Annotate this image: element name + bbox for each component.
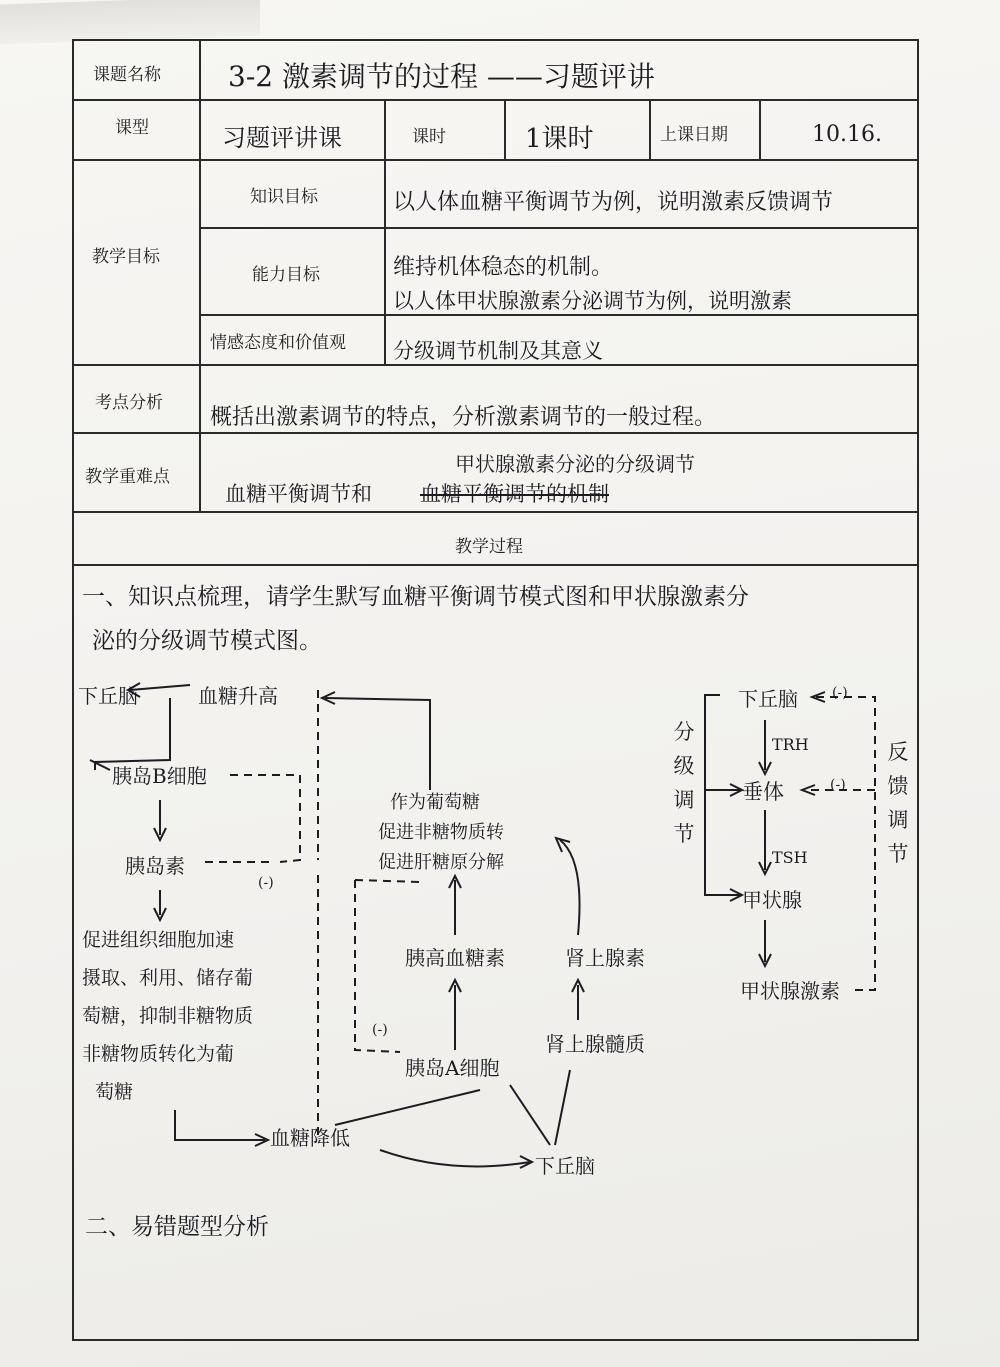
feedback-regulation-label: 反馈调节: [887, 740, 909, 866]
insulin-effect-5: 萄糖: [95, 1081, 134, 1103]
exam-value: 概括出激素调节的特点，分析激素调节的一般过程。: [210, 405, 717, 430]
glucagon: 胰高血糖素: [405, 946, 505, 970]
insulin-effect-2: 摄取、利用、储存葡: [82, 967, 254, 989]
key-points-value-top: 甲状腺激素分泌的分级调节: [455, 452, 695, 476]
negative-2: (-): [372, 1022, 388, 1038]
process-label: 教学过程: [455, 537, 523, 557]
lesson-type-value: 习题评讲课: [222, 124, 342, 152]
grading-regulation-label: 分级调节: [673, 720, 695, 846]
hypothalamus-top: 下丘脑: [78, 684, 138, 708]
objectives-label: 教学目标: [92, 247, 160, 267]
insulin-effect-4: 非糖物质转化为葡: [82, 1043, 235, 1065]
beta-cell: 胰岛B细胞: [112, 764, 207, 788]
ability-label: 能力目标: [252, 265, 320, 285]
key-points-label: 教学重难点: [85, 467, 170, 487]
knowledge-label: 知识目标: [250, 187, 318, 207]
knowledge-value: 以人体血糖平衡调节为例，说明激素反馈调节: [393, 190, 834, 215]
thyroid: 甲状腺: [742, 888, 802, 912]
section1-line2: 泌的分级调节模式图。: [92, 628, 322, 654]
adrenal-medulla: 肾上腺髓质: [545, 1032, 645, 1056]
glucagon-effect-1: 作为葡萄糖: [390, 792, 480, 813]
insulin: 胰岛素: [125, 854, 185, 878]
adrenaline: 肾上腺素: [565, 946, 645, 970]
glucagon-effect-2: 促进非糖物质转: [378, 822, 504, 843]
trh: TRH: [772, 735, 809, 754]
insulin-effect-1: 促进组织细胞加速: [82, 929, 235, 951]
date-label: 上课日期: [660, 125, 728, 145]
thyroid-hypothalamus: 下丘脑: [738, 687, 798, 711]
date-value: 10.16.: [812, 122, 882, 147]
pituitary: 垂体: [742, 780, 784, 804]
key-points-value: 血糖平衡调节和: [225, 482, 372, 506]
insulin-effect-3: 萄糖，抑制非糖物质: [82, 1005, 254, 1027]
glucose-low: 血糖降低: [270, 1126, 350, 1150]
section2-heading: 二、易错题型分析: [85, 1214, 269, 1240]
ability-value-1: 维持机体稳态的机制。: [393, 255, 614, 280]
course-name-label: 课题名称: [93, 65, 161, 85]
ability-value-2: 以人体甲状腺激素分泌调节为例，说明激素: [393, 289, 792, 313]
lesson-type-label: 课型: [115, 118, 149, 138]
negative-top: (-): [832, 685, 848, 701]
negative-1: (-): [258, 875, 274, 891]
exam-label: 考点分析: [95, 393, 163, 413]
course-name-value: 3-2 激素调节的过程 ——习题评讲: [228, 60, 655, 93]
values-value: 分级调节机制及其意义: [393, 339, 603, 363]
key-points-struck: 血糖平衡调节的机制: [420, 482, 609, 506]
period-label: 课时: [412, 127, 446, 147]
thyroxine: 甲状腺激素: [740, 979, 840, 1003]
tsh: TSH: [772, 848, 808, 867]
values-label: 情感态度和价值观: [210, 333, 346, 353]
negative-mid: (-): [830, 777, 846, 793]
alpha-cell: 胰岛A细胞: [405, 1056, 500, 1080]
glucagon-effect-3: 促进肝糖原分解: [378, 852, 504, 873]
period-value: 1课时: [525, 124, 594, 154]
glucose-high: 血糖升高: [198, 684, 278, 708]
section1-line1: 一、知识点梳理，请学生默写血糖平衡调节模式图和甲状腺激素分: [82, 584, 749, 610]
hypothalamus-bottom: 下丘脑: [535, 1154, 595, 1178]
